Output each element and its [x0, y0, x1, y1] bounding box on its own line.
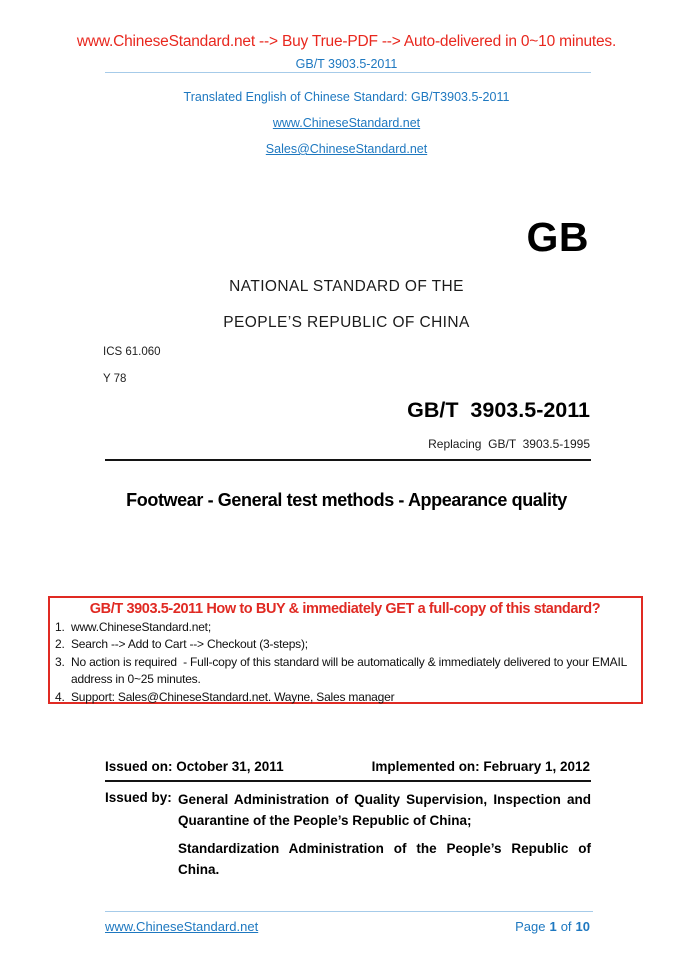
- header-divider-line: [105, 72, 591, 73]
- buy-step-text: No action is required - Full-copy of this standard will be automatically & immediately delivered to your EMAIL address in 0~25 minutes.: [71, 654, 630, 687]
- document-title: Footwear - General test methods - Appearance quality: [126, 490, 567, 510]
- ics-code: ICS 61.060: [103, 346, 161, 358]
- buy-step-2: [55, 636, 635, 653]
- gb-logo: GB: [526, 214, 589, 260]
- translated-title-line: Translated English of Chinese Standard: GB/T3903.5-2011: [183, 90, 510, 104]
- buy-step-text: Search --> Add to Cart --> Checkout (3-steps);: [71, 637, 308, 652]
- issued-on-date: Issued on: October 31, 2011: [105, 759, 284, 774]
- rule-above-title: [105, 459, 591, 461]
- buy-step-number: 1.: [55, 620, 65, 634]
- national-standard-line2: PEOPLE’S REPUBLIC OF CHINA: [223, 314, 470, 331]
- replacing-note: Replacing GB/T 3903.5-1995: [428, 437, 590, 451]
- national-standard-line1: NATIONAL STANDARD OF THE: [229, 278, 464, 295]
- page-current: 1: [549, 919, 557, 934]
- buy-step-4: [55, 689, 635, 706]
- standard-code-heading: GB/T 3903.5-2011: [407, 398, 590, 422]
- header-standard-code: GB/T 3903.5-2011: [295, 57, 398, 71]
- buy-info-box: [48, 596, 643, 704]
- buy-box-title: GB/T 3903.5-2011 How to BUY & immediately GET a full-copy of this standard?: [89, 601, 601, 617]
- site-link[interactable]: www.ChineseStandard.net: [272, 116, 421, 130]
- page-label: Page: [515, 919, 546, 934]
- header-promo-text: www.ChineseStandard.net --> Buy True-PDF --> Auto-delivered in 0~10 minutes.: [76, 33, 617, 50]
- footer-divider-line: [105, 911, 593, 912]
- page-indicator: [515, 919, 590, 934]
- issuer-block: [178, 790, 591, 880]
- issued-by-label: Issued by:: [105, 790, 172, 805]
- buy-step-1: [55, 619, 635, 636]
- footer-site-link[interactable]: www.ChineseStandard.net: [105, 919, 259, 934]
- buy-step-number: 3.: [55, 654, 65, 669]
- buy-step-3: [55, 654, 635, 689]
- rule-below-dates: [105, 780, 591, 782]
- email-link[interactable]: Sales@ChineseStandard.net: [265, 142, 428, 156]
- classification-code: Y 78: [103, 373, 127, 385]
- issuer-organization-2: Standardization Administration of the People’s Republic of China.: [178, 841, 591, 877]
- page-total: 10: [575, 919, 590, 934]
- buy-step-text: Support: Sales@ChineseStandard.net. Wayne, Sales manager: [71, 689, 395, 704]
- buy-step-number: 2.: [55, 637, 65, 652]
- buy-step-number: 4.: [55, 689, 65, 704]
- issuer-organization-1: General Administration of Quality Supervision, Inspection and Quarantine of the People’s Republic of China;: [178, 792, 591, 828]
- buy-step-text: www.ChineseStandard.net;: [71, 620, 211, 634]
- implemented-on-date: Implemented on: February 1, 2012: [371, 759, 590, 774]
- of-label: of: [560, 919, 572, 934]
